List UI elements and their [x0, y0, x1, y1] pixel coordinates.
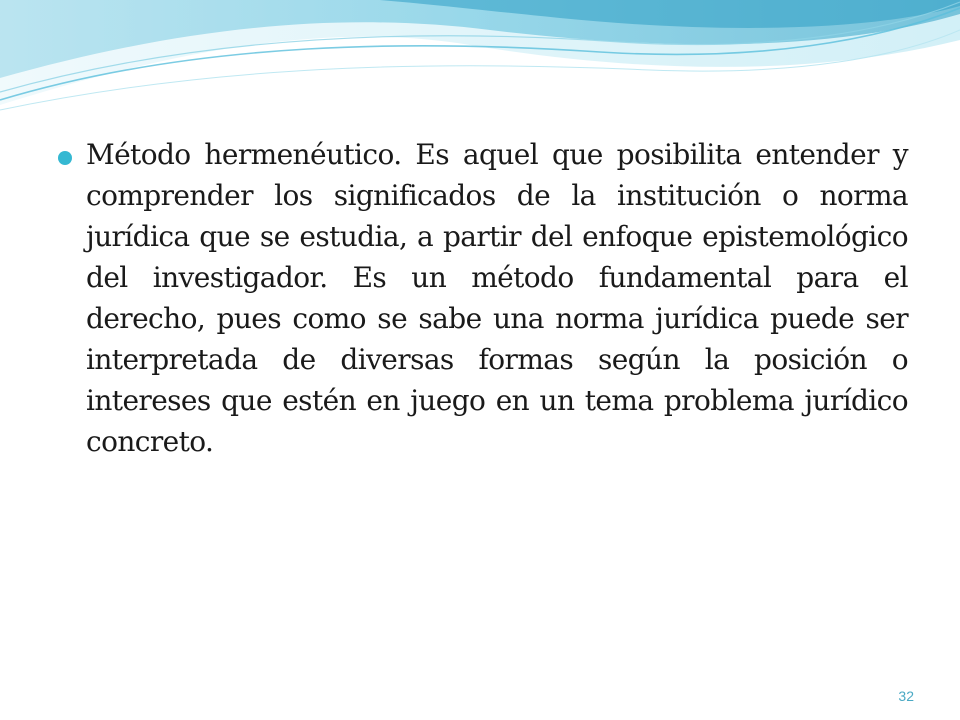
bullet-text: Método hermenéutico. Es aquel que posibilita entender y comprender los significados de la institución o norma jurídica que se estudia, a partir del enfoque epistemológico del investigador. Es un método fundamental para el derecho, pues como se sabe una norma jurídica puede ser interpretada de diversas formas según la posición o intereses que estén en juego en un tema problema jurídico concreto. [86, 138, 908, 458]
page-number: 32 [898, 688, 914, 704]
bullet-dot-icon [58, 151, 72, 165]
content-area [56, 134, 908, 462]
wave-header-decoration [0, 0, 960, 130]
bullet-item [56, 134, 908, 462]
